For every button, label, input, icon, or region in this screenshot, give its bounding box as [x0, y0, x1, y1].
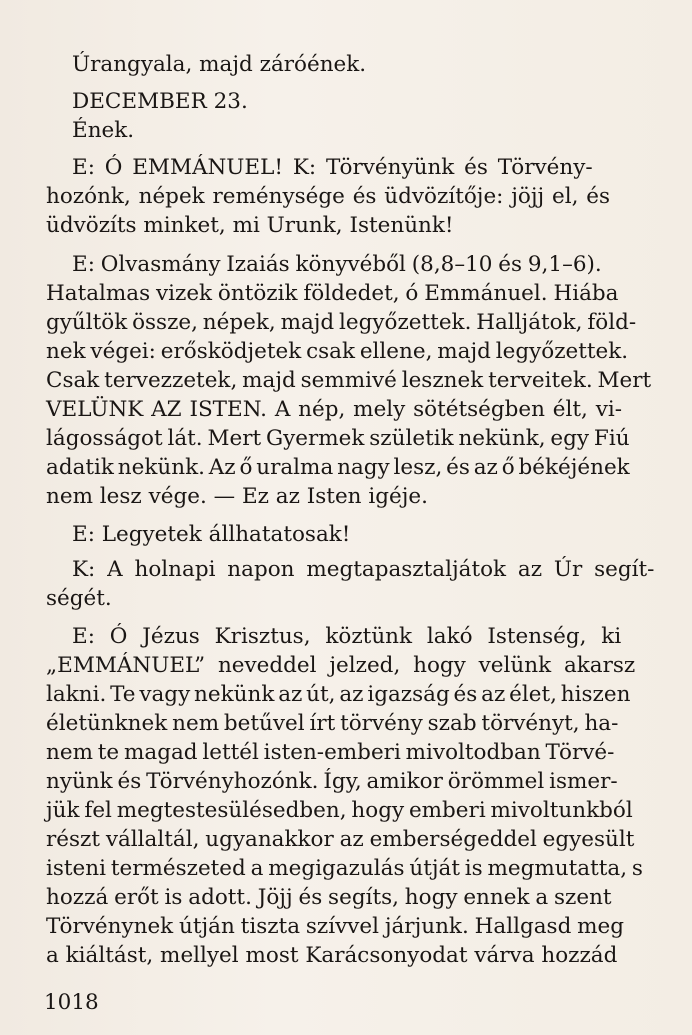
- text-line: nyünk és Törvényhozónk. Így, amikor örömmel ismer-: [46, 769, 618, 794]
- text-line: üdvözíts minket, mi Urunk, Istenünk!: [46, 213, 454, 238]
- text-line: E: Ó EMMÁNUEL! K: Törvényünk és Törvény-: [72, 155, 593, 180]
- text-line: lakni. Te vagy nekünk az út, az igazság és az élet, hiszen: [46, 682, 631, 707]
- text-line: adatik nekünk. Az ő uralma nagy lesz, és az ő békéjének: [46, 455, 630, 480]
- text-line: nem te magad lettél isten-emberi mivoltodban Törvé-: [46, 740, 615, 765]
- text-line: Úrangyala, majd záróének.: [72, 52, 367, 77]
- text-line: Hatalmas vizek öntözik földedet, ó Emmánuel. Hiába: [46, 281, 619, 306]
- text-line: Ének.: [72, 118, 135, 143]
- text-line: életünknek nem betűvel írt törvény szab törvényt, ha-: [46, 711, 619, 736]
- page-number: 1018: [44, 990, 99, 1015]
- text-line: ségét.: [46, 586, 112, 611]
- text-line: E: Olvasmány Izaiás könyvéből (8,8–10 és 9,1–6).: [72, 252, 602, 277]
- text-line: hozónk, népek reménysége és üdvözítője: jöjj el, és: [46, 184, 611, 209]
- text-line: VELÜNK AZ ISTEN. A nép, mely sötétségben élt, vi-: [46, 397, 623, 422]
- text-line: jük fel megtestesülésedben, hogy emberi mivoltunkból: [46, 798, 633, 823]
- text-line: a kiáltást, mellyel most Karácsonyodat várva hozzád: [46, 943, 618, 968]
- text-line: Csak tervezzetek, majd semmivé lesznek terveitek. Mert: [46, 368, 652, 393]
- text-line: nek végei: erősködjetek csak ellene, majd legyőzettek.: [46, 339, 629, 364]
- text-line: Törvénynek útján tiszta szívvel járjunk. Hallgasd meg: [46, 914, 625, 939]
- text-line: „EMMÁNUEL” neveddel jelzed, hogy velünk akarsz: [46, 653, 636, 678]
- text-line: isteni természeted a megigazulás útját is megmutatta, s: [46, 856, 643, 881]
- text-line: lágosságot lát. Mert Gyermek születik nekünk, egy Fiú: [46, 426, 630, 451]
- text-line: K: A holnapi napon megtapasztaljátok az Úr segít-: [72, 557, 655, 582]
- section-heading: DECEMBER 23.: [72, 89, 248, 114]
- text-line: gyűltök össze, népek, majd legyőzettek. Halljátok, föld-: [46, 310, 637, 335]
- text-line: részt vállaltál, ugyanakkor az emberségeddel egyesült: [46, 827, 635, 852]
- text-line: E: Legyetek állhatatosak!: [72, 522, 351, 547]
- text-line: E: Ó Jézus Krisztus, köztünk lakó Istenség, ki: [72, 624, 622, 649]
- text-line: hozzá erőt is adott. Jöjj és segíts, hogy ennek a szent: [46, 885, 612, 910]
- text-line: nem lesz vége. — Ez az Isten igéje.: [46, 484, 428, 509]
